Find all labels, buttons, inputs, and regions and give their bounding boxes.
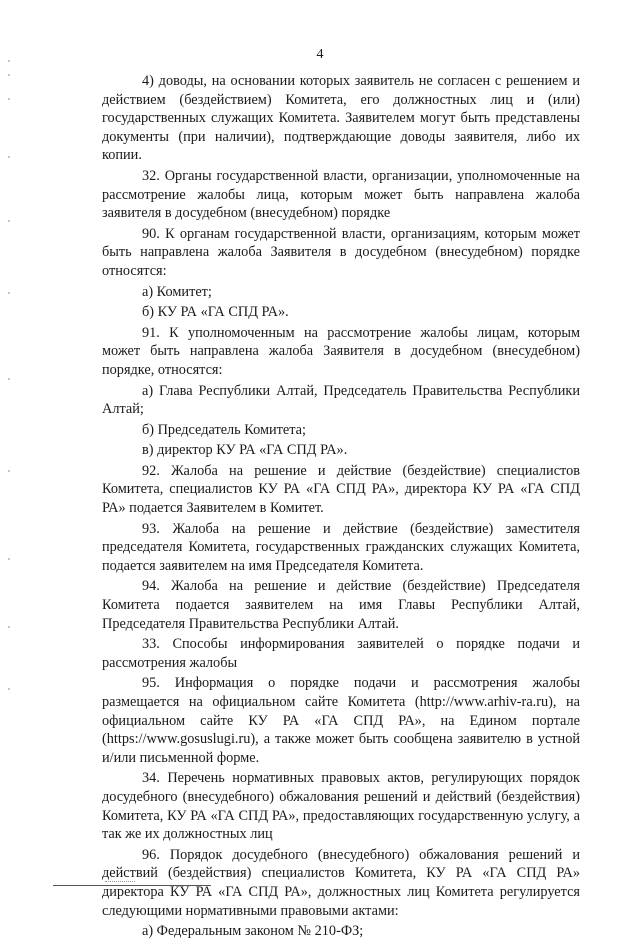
scan-mark [8,470,10,472]
section-heading-33: 33. Способы информирования заявителей о порядке подачи и рассмотрения жалобы [102,636,580,671]
paragraph-94: 94. Жалоба на решение и действие (бездействие) Председателя Комитета подается заявителем на имя Главы Республики Алтай, Председателя Правительства Республики Алтай. [102,578,580,632]
list-item: а) Глава Республики Алтай, Председатель Правительства Республики Алтай; [102,382,580,418]
footer-rule-marks [105,881,135,882]
footer-rule [53,885,211,886]
scan-mark [8,688,10,690]
list-item: в) директор КУ РА «ГА СПД РА». [142,442,348,459]
document-body [102,72,580,943]
paragraph-95: 95. Информация о порядке подачи и рассмотрения жалобы размещается на официальном сайте Комитета (http://www.arhiv-ra.ru), на официальном сайте КУ РА «ГА СПД РА», на Едином портале (https://www.gosuslugi.ru), а также может быть сообщена заявителю в устной и/или письменной форме. [102,675,580,766]
paragraph-appeal-arguments: 4) доводы, на основании которых заявитель не согласен с решением и действием (бездействием) Комитета, его должностных лиц и (или) государственных служащих Комитета. Заявителем могут быть представлены документы (при наличии), подтверждающие доводы заявителя, либо их копии. [102,73,580,164]
scan-mark [8,156,10,158]
paragraph-96: 96. Порядок досудебного (внесудебного) обжалования решений и действий (бездействия) специалистов Комитета, КУ РА «ГА СПД РА» директора КУ РА «ГА СПД РА», должностных лиц Комитета регулируется следующими нормативными правовыми актами: [102,846,580,919]
section-heading-32: 32. Органы государственной власти, организации, уполномоченные на рассмотрение жалобы лица, которым может быть направлена жалоба заявителя в досудебном (внесудебном) порядке [102,167,580,222]
scan-mark [8,292,10,294]
paragraph-91: 91. К уполномоченным на рассмотрение жалобы лицам, которым может быть направлена жалоба Заявителя в досудебном (внесудебном) порядке, относятся: [102,324,580,378]
scan-margin-marks [8,60,12,700]
page-number: 4 [316,47,324,62]
list-item: а) Комитет; [142,283,212,300]
scan-mark [8,74,10,76]
paragraph-93: 93. Жалоба на решение и действие (бездействие) заместителя председателя Комитета, государственных гражданских служащих Комитета, подается заявителем на имя Председателя Комитета. [102,520,580,574]
paragraph-90: 90. К органам государственной власти, организациям, которым может быть направлена жалоба Заявителя в досудебном (внесудебном) порядке относятся: [102,225,580,279]
scan-mark [8,558,10,560]
list-item: б) КУ РА «ГА СПД РА». [142,304,289,321]
section-heading-34: 34. Перечень нормативных правовых актов, регулирующих порядок досудебного (внесудебного) обжалования решений и действий (бездействия) Комитета, КУ РА «ГА СПД РА», предоставляющих государственную услугу, а так же их должностных лиц [102,770,580,843]
list-item: б) Председатель Комитета; [142,421,306,438]
scan-mark [8,98,10,100]
list-item: а) Федеральным законом № 210-ФЗ; [142,923,364,940]
scan-mark [8,220,10,222]
scan-mark [8,626,10,628]
paragraph-92: 92. Жалоба на решение и действие (бездействие) специалистов Комитета, специалистов КУ РА «ГА СПД РА», директора КУ РА «ГА СПД РА» подается Заявителем в Комитет. [102,462,580,517]
scan-mark [8,378,10,380]
